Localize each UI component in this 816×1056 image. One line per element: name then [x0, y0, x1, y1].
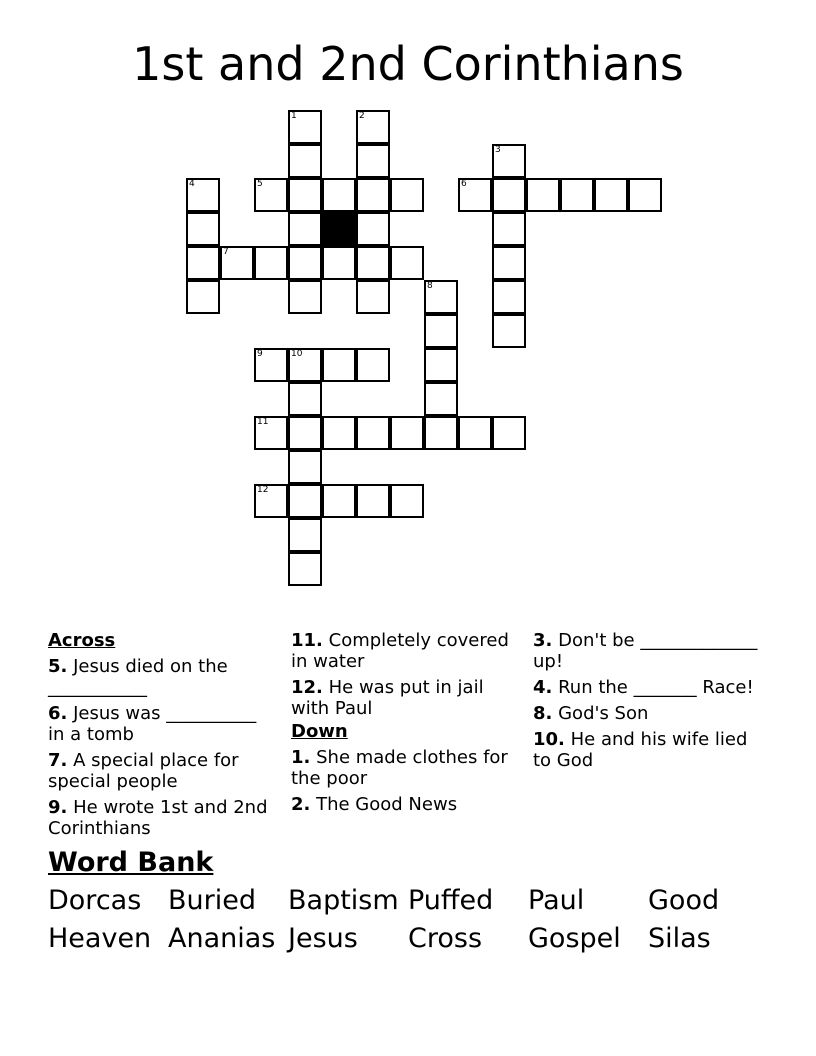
- grid-cell[interactable]: [458, 178, 492, 212]
- clue-text: Run the _______ Race!: [558, 677, 754, 698]
- clue-number: 6.: [48, 703, 68, 724]
- word-bank-word: Puffed: [408, 885, 494, 916]
- grid-cell[interactable]: [322, 178, 356, 212]
- cell-number: 7: [223, 247, 229, 257]
- grid-cell[interactable]: [424, 382, 458, 416]
- clue-text: Don't be _____________ up!: [533, 630, 758, 672]
- grid-cell[interactable]: [288, 178, 322, 212]
- grid-cell[interactable]: [492, 314, 526, 348]
- clue-text: He wrote 1st and 2nd Corinthians: [48, 797, 268, 839]
- word-bank-word: Silas: [648, 923, 711, 954]
- clue-number: 2.: [291, 794, 311, 815]
- clues-column-3: [533, 630, 758, 776]
- grid-cell[interactable]: [492, 280, 526, 314]
- word-bank-word: Cross: [408, 923, 483, 954]
- grid-cell[interactable]: [356, 416, 390, 450]
- clue-down-4: [533, 677, 758, 698]
- clue-text: The Good News: [316, 794, 458, 815]
- clue-number: 11.: [291, 630, 323, 651]
- puzzle-title: 1st and 2nd Corinthians: [132, 37, 684, 91]
- grid-cell[interactable]: [288, 382, 322, 416]
- word-bank-title: Word Bank: [48, 847, 214, 878]
- cell-number: 10: [291, 349, 303, 359]
- grid-cell[interactable]: [356, 110, 390, 144]
- clue-number: 7.: [48, 750, 68, 771]
- grid-cell[interactable]: [186, 178, 220, 212]
- grid-cell[interactable]: [288, 416, 322, 450]
- clue-text: She made clothes for the poor: [291, 747, 508, 789]
- clue-number: 3.: [533, 630, 553, 651]
- word-bank-word: Jesus: [288, 923, 358, 954]
- grid-cell[interactable]: [356, 178, 390, 212]
- grid-cell[interactable]: [186, 246, 220, 280]
- clue-across-9: [48, 797, 273, 839]
- clue-down-8: [533, 703, 758, 724]
- grid-cell[interactable]: [322, 246, 356, 280]
- grid-cell[interactable]: [322, 484, 356, 518]
- grid-cell[interactable]: [254, 348, 288, 382]
- grid-cell[interactable]: [424, 348, 458, 382]
- word-bank-word: Good: [648, 885, 720, 916]
- word-bank-word: Heaven: [48, 923, 152, 954]
- grid-cell[interactable]: [254, 178, 288, 212]
- clue-number: 10.: [533, 729, 565, 750]
- grid-cell[interactable]: [594, 178, 628, 212]
- cell-number: 11: [257, 417, 269, 427]
- word-bank-word: Gospel: [528, 923, 621, 954]
- clue-number: 5.: [48, 656, 68, 677]
- grid-cell[interactable]: [356, 348, 390, 382]
- word-bank-word: Baptism: [288, 885, 399, 916]
- grid-cell[interactable]: [526, 178, 560, 212]
- grid-cell[interactable]: [390, 484, 424, 518]
- grid-cell[interactable]: [322, 416, 356, 450]
- across-heading: Across: [48, 630, 116, 651]
- clue-number: 12.: [291, 677, 323, 698]
- clue-down-2: [291, 794, 516, 815]
- clue-number: 9.: [48, 797, 68, 818]
- clue-down-10: [533, 729, 758, 771]
- clue-across-7: [48, 750, 273, 792]
- clue-text: Jesus died on the ___________: [48, 656, 228, 698]
- clue-down-3: [533, 630, 758, 672]
- clue-across-11: [291, 630, 516, 672]
- clue-number: 8.: [533, 703, 553, 724]
- grid-cell[interactable]: [322, 348, 356, 382]
- grid-cell[interactable]: [424, 416, 458, 450]
- clues-column-2: [291, 630, 516, 820]
- grid-cell[interactable]: [254, 484, 288, 518]
- clue-text: Completely covered in water: [291, 630, 509, 672]
- clue-text: God's Son: [558, 703, 649, 724]
- clue-number: 1.: [291, 747, 311, 768]
- grid-cell[interactable]: [186, 212, 220, 246]
- grid-cell[interactable]: [492, 212, 526, 246]
- grid-cell[interactable]: [560, 178, 594, 212]
- clue-down-1: [291, 747, 516, 789]
- grid-cell[interactable]: [424, 280, 458, 314]
- grid-cell[interactable]: [288, 212, 322, 246]
- word-bank-word: Paul: [528, 885, 585, 916]
- grid-cell[interactable]: [628, 178, 662, 212]
- grid-cell[interactable]: [356, 144, 390, 178]
- grid-cell[interactable]: [288, 110, 322, 144]
- grid-cell[interactable]: [186, 280, 220, 314]
- clue-across-5: [48, 656, 273, 698]
- word-bank-word: Ananias: [168, 923, 276, 954]
- cell-number: 5: [257, 179, 263, 189]
- cell-number: 4: [189, 179, 195, 189]
- word-bank-word: Buried: [168, 885, 256, 916]
- grid-cell[interactable]: [458, 416, 492, 450]
- word-bank-word: Dorcas: [48, 885, 142, 916]
- cell-number: 9: [257, 349, 263, 359]
- grid-cell[interactable]: [356, 246, 390, 280]
- cell-number: 12: [257, 485, 269, 495]
- clue-text: He was put in jail with Paul: [291, 677, 484, 719]
- grid-cell[interactable]: [390, 416, 424, 450]
- clue-across-12: [291, 677, 516, 719]
- cell-number: 1: [291, 111, 297, 121]
- grid-cell[interactable]: [424, 314, 458, 348]
- down-heading: Down: [291, 721, 348, 742]
- clues-column-1: [48, 630, 273, 844]
- cell-number: 6: [461, 179, 467, 189]
- grid-cell[interactable]: [254, 246, 288, 280]
- grid-cell[interactable]: [356, 212, 390, 246]
- grid-cell[interactable]: [492, 416, 526, 450]
- grid-cell[interactable]: [288, 518, 322, 552]
- grid-cell[interactable]: [288, 450, 322, 484]
- clue-text: Jesus was __________ in a tomb: [48, 703, 257, 745]
- grid-cell[interactable]: [492, 178, 526, 212]
- grid-cell[interactable]: [390, 246, 424, 280]
- grid-cell[interactable]: [254, 416, 288, 450]
- grid-cell[interactable]: [356, 484, 390, 518]
- grid-cell[interactable]: [492, 144, 526, 178]
- grid-cell[interactable]: [356, 280, 390, 314]
- cell-number: 8: [427, 281, 433, 291]
- grid-cell[interactable]: [220, 246, 254, 280]
- grid-cell[interactable]: [288, 144, 322, 178]
- cell-number: 3: [495, 145, 501, 155]
- clue-text: He and his wife lied to God: [533, 729, 748, 771]
- grid-cell[interactable]: [288, 348, 322, 382]
- grid-cell[interactable]: [288, 484, 322, 518]
- grid-cell[interactable]: [288, 246, 322, 280]
- black-square: [322, 212, 356, 246]
- clue-text: A special place for special people: [48, 750, 239, 792]
- grid-cell[interactable]: [492, 246, 526, 280]
- clue-across-6: [48, 703, 273, 745]
- cell-number: 2: [359, 111, 365, 121]
- grid-cell[interactable]: [288, 552, 322, 586]
- grid-cell[interactable]: [390, 178, 424, 212]
- grid-cell[interactable]: [288, 280, 322, 314]
- clue-number: 4.: [533, 677, 553, 698]
